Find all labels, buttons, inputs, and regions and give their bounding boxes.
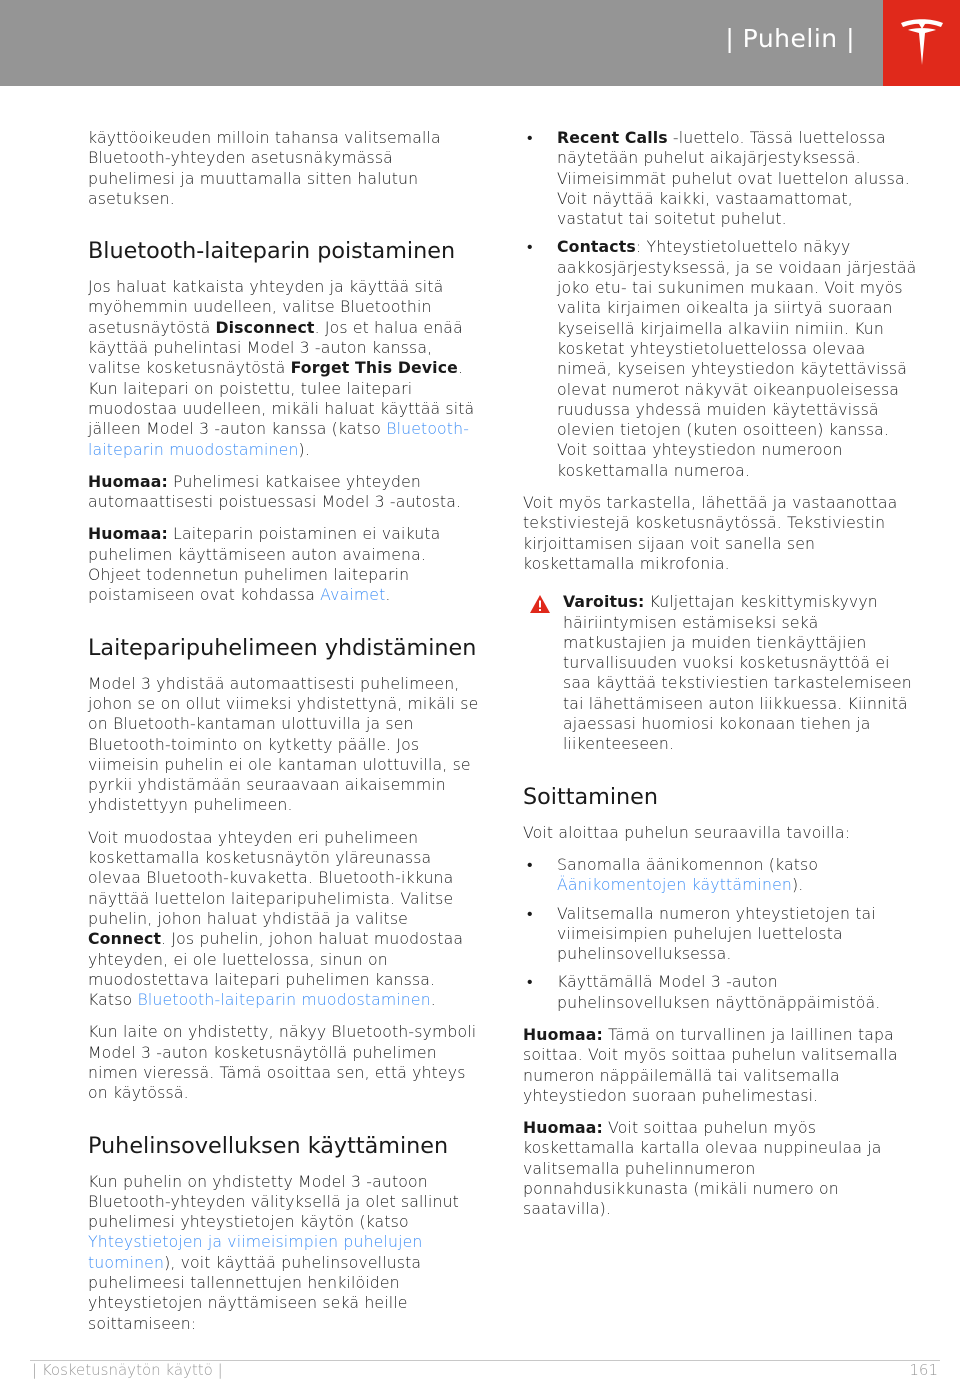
connect-paragraph-2: Voit muodostaa yhteyden eri puhelimeen koskettamalla kosketusnäytön yläreunassa olevaa Bluetooth-kuvaketta. Bluetooth-ikkuna näyttää luettelon laiteparipuhelimista. Valitse puhelin, johon haluat yhdistää ja valitse Connect. Jos puhelin, johon haluat muodostaa yhteyden, ei ole luettelossa, sinun on muodostettava laitepari puhelimen kanssa. Katso Bluetooth-laiteparin muodostaminen. — [88, 827, 464, 1010]
recent-calls-term: Recent Calls — [557, 128, 668, 147]
page-number: 161 — [909, 1361, 938, 1379]
heading-phone-app: Puhelinsovelluksen käyttäminen — [88, 1132, 449, 1159]
list-item-recent-calls: • Recent Calls -luettelo. Tässä luettelossa näytetään puhelut aikajärjestyksessä. Viimeisimmät puhelut ovat luettelon alussa. Voit näyttää kaikki, vastaamattomat, vastatut tai soitetut puhelut. — [523, 128, 917, 229]
connect-paragraph-1: Model 3 yhdistää automaattisesti puhelimeen, johon se on ollut viimeksi yhdistettynä, mikäli se on Bluetooth-kantaman ulottuvilla ja sen Bluetooth-toiminto on kytketty päälle. Jos viimeisin puhelin ei ole kantaman ulottuvilla, se pyrkii yhdistämään seuraavaan aikaisemmin yhdistettyyn puhelimeen. — [88, 673, 479, 815]
note-label: Huomaa: — [88, 524, 168, 544]
list-item-contacts-recents: • Valitsemalla numeron yhteystietojen tai viimeisimpien puhelujen luettelosta puhelinsovelluksessa. — [523, 904, 917, 965]
heading-making-calls: Soittaminen — [523, 783, 659, 810]
left-column — [88, 128, 482, 1346]
connect-paragraph-3: Kun laite on yhdistetty, näkyy Bluetooth-symboli Model 3 -auton kosketusnäytöllä puhelimen nimen vieressä. Tämä osoittaa sen, että yhteys on käytössä. — [88, 1022, 477, 1103]
footer-section-title: | Kosketusnäytön käyttö | — [32, 1361, 223, 1379]
forget-device-term: Forget This Device — [290, 358, 458, 378]
page-header — [0, 0, 960, 86]
right-column — [523, 128, 917, 1232]
note-label: Huomaa: — [523, 1024, 603, 1044]
connect-term: Connect — [88, 929, 162, 949]
link-import-contacts[interactable]: Yhteystietojen ja viimeisimpien puhelujen tuominen — [88, 1232, 423, 1272]
note-map-pin-calling: Huomaa: Voit soittaa puhelun myös koskettamalla kartalla olevaa nuppineulaa ja valitsemalla puhelinnumeron ponnahdusikkunasta (mikäli numero on saatavilla). — [523, 1118, 882, 1219]
link-keys[interactable]: Avaimet — [320, 585, 386, 605]
warning-block — [523, 592, 917, 754]
list-item-voice-command: • Sanomalla äänikomennon (katso Äänikomentojen käyttäminen). — [523, 855, 917, 896]
note-label: Huomaa: — [523, 1118, 603, 1138]
note-key-unpair: Huomaa: Laiteparin poistaminen ei vaikuta puhelimen käyttämiseen auton avaimena. Ohjeet todennetun puhelimen laiteparin poistamiseen ovat kohdassa Avaimet. — [88, 524, 441, 605]
calling-intro: Voit aloittaa puhelun seuraavilla tavoilla: — [523, 822, 851, 842]
note-auto-disconnect: Huomaa: Puhelimesi katkaisee yhteyden automaattisesti poistuessasi Model 3 -autosta. — [88, 471, 462, 512]
heading-connect-paired-phone: Laiteparipuhelimeen yhdistäminen — [88, 634, 477, 661]
contacts-term: Contacts — [557, 237, 636, 257]
note-label: Huomaa: — [88, 471, 168, 491]
list-item-dialpad: • Käyttämällä Model 3 -auton puhelinsovelluksen näyttönäppäimistöä. — [523, 972, 917, 1013]
section-title: | Puhelin | — [725, 24, 855, 53]
intro-paragraph: käyttöoikeuden milloin tahansa valitsemalla Bluetooth-yhteyden asetusnäkymässä puhelimesi ja muuttamalla sitten halutun asetuksen. — [88, 128, 441, 208]
calling-methods-list — [523, 855, 917, 1013]
link-bluetooth-pairing[interactable]: Bluetooth-laiteparin muodostaminen — [137, 990, 431, 1010]
link-voice-commands[interactable]: Äänikomentojen käyttäminen — [557, 875, 793, 895]
warning-text: Varoitus: Kuljettajan keskittymiskyvyn häiriintymisen estämiseksi sekä matkustajien ja muiden tienkäyttäjien turvallisuuden vuoksi kosketusnäyttöä ei saa käyttää tekstiviestien tarkastelemiseen tai lähettämiseen auton liikkuessa. Kiinnitä ajaessasi huomiosi kokonaan tiehen ja liikenteeseen. — [563, 592, 912, 754]
phone-app-features-list — [523, 128, 917, 481]
heading-remove-pairing: Bluetooth-laiteparin poistaminen — [88, 238, 456, 265]
link-bluetooth-pairing[interactable]: Bluetooth-laiteparin muodostaminen — [88, 419, 470, 459]
text-messages-paragraph: Voit myös tarkastella, lähettää ja vastaanottaa tekstiviestejä kosketusnäytössä. Tekstiviestin kirjoittamisen sijaan voit sanella sen koskettamalla mikrofonia. — [523, 493, 898, 573]
tesla-logo-icon — [899, 17, 945, 69]
brand-logo-box — [883, 0, 960, 86]
remove-paragraph: Jos haluat katkaista yhteyden ja käyttää sitä myöhemmin uudelleen, valitse Bluetoothin asetusnäytöstä Disconnect. Jos et halua enää käyttää puhelintasi Model 3 -auton kanssa, valitse kosketusnäytöstä Forget This Device. Kun laitepari on poistettu, tulee laitepari muodostaa uudelleen, mikäli haluat käyttää sitä jälleen Model 3 -auton kanssa (katso Bluetooth-laiteparin muodostaminen). — [88, 277, 475, 459]
note-safe-calling: Huomaa: Tämä on turvallinen ja laillinen tapa soittaa. Voit myös soittaa puhelun valitsemalla numeron näppäilemällä tai valitsemalla yhteystiedon suoraan puhelimestasi. — [523, 1024, 898, 1105]
phone-app-paragraph: Kun puhelin on yhdistetty Model 3 -autoon Bluetooth-yhteyden välityksellä ja olet sallinut puhelimesi yhteystietojen käytön (katso Yhteystietojen ja viimeisimpien puhelujen tuominen), voit käyttää puhelinsovellusta puhelimeesi tallennettujen henkilöiden yhteystietojen näyttämiseen sekä heille soittamiseen: — [88, 1171, 459, 1333]
list-item-contacts: • Contacts: Yhteystietoluettelo näkyy aakkosjärjestyksessä, ja se voidaan järjestää joko etu- tai sukunimen mukaan. Voit myös valita kirjaimen oikealta ja siirtyä suoraan kyseisellä kirjaimella alkaviin nimiin. Kun kosketat yhteystietoluettelossa olevaa nimeä, kyseisen yhteystiedon käytettävissä olevat numerot näkyvät oikeanpuoleisessa ruudussa yhdessä muiden käytettävissä olevien tietojen (kuten osoitteen) kanssa. Voit soittaa yhteystiedon numeroon koskettamalla numeroa. — [523, 237, 917, 481]
warning-label: Varoitus: — [563, 592, 645, 612]
warning-triangle-icon — [529, 594, 551, 614]
disconnect-term: Disconnect — [215, 317, 315, 337]
